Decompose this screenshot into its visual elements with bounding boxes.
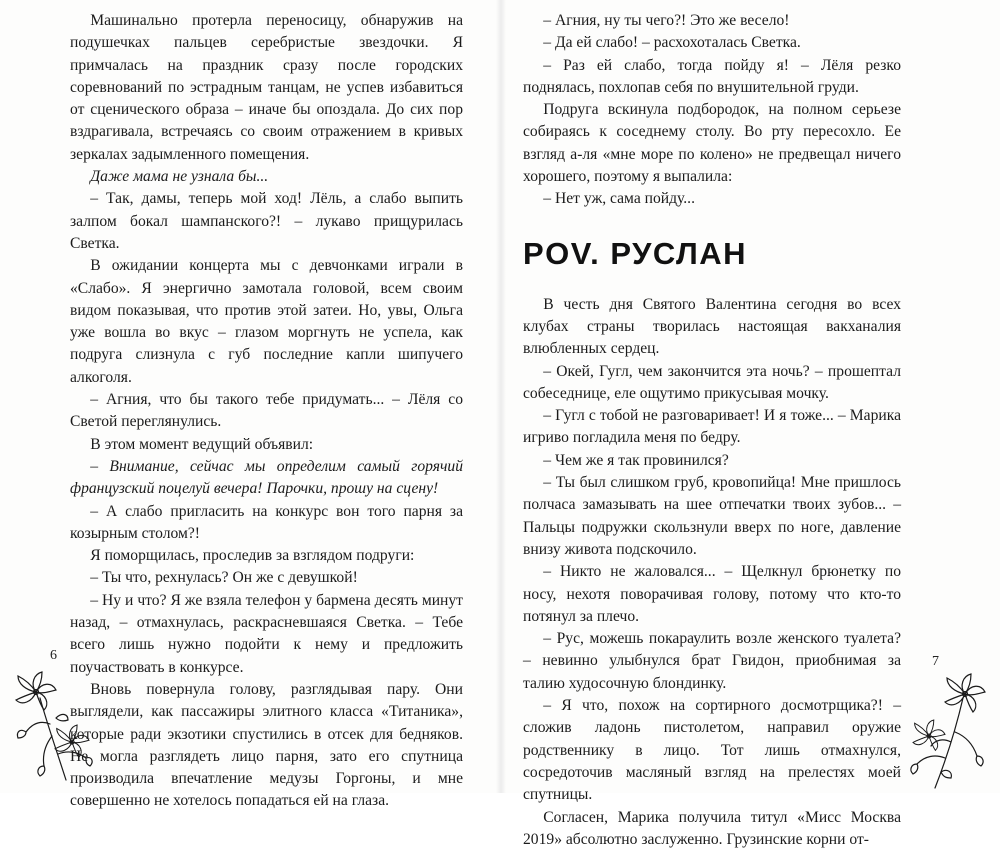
right-paragraph-3: – Раз ей слабо, тогда пойду я! – Лёля резко поднялась, похлопав себя по внушительной груди. [523,55,901,100]
right-paragraph-1: – Агния, ну ты чего?! Это же весело! [523,10,901,32]
left-paragraph-11: – Ну и что? Я же взяла телефон у бармена десять минут назад, – отмахнулась, раскрасневшаяся Светка. – Тебе всего лишь нужно подойти к нему и предложить поучаствовать в конкурсе. [70,590,463,679]
left-page [70,10,463,813]
right-paragraph-10: – Ты был слишком груб, кровопийца! Мне пришлось полчаса замазывать на шее отпечатки твоих зубов... – Пальцы подружки скользнули вверх по ноге, давление внизу живота подскочило. [523,472,901,561]
right-paragraph-12: – Рус, можешь покараулить возле женского туалета? – невинно улыбнулся брат Гвидон, приобнимая за талию худосочную блондинку. [523,628,901,695]
left-paragraph-10: – Ты что, рехнулась? Он же с девушкой! [70,567,463,589]
left-paragraph-5: – Агния, что бы такого тебе придумать... – Лёля со Светой переглянулись. [70,389,463,434]
left-paragraph-4: В ожидании концерта мы с девчонками играли в «Слабо». Я энергично замотала головой, всем своим видом показывая, что против этой затеи. Но, увы, Ольга уже вошла во вкус – глазом моргнуть не успела, как подруга слизнула с губ последние капли шипучего алкоголя. [70,255,463,389]
left-paragraph-6: В этом момент ведущий объявил: [70,434,463,456]
book-gutter [496,0,506,793]
flower-ornament-left-icon [6,658,94,788]
right-paragraph-13: – Я что, похож на сортирного досмотрщика?! – сложив ладонь пистолетом, направил оружие родственнику в лицо. Тот лишь отмахнулся, сосредоточив масляный взгляд на прелестях моей спутницы. [523,695,901,806]
right-paragraph-14: Согласен, Марика получила титул «Мисс Москва 2019» абсолютно заслуженно. Грузинские корни от- [523,807,901,851]
right-paragraph-9: – Чем же я так провинился? [523,450,901,472]
right-page [523,10,901,851]
left-paragraph-8: – А слабо пригласить на конкурс вон того парня за козырным столом?! [70,501,463,546]
right-paragraph-8: – Гугл с тобой не разговаривает! И я тоже... – Марика игриво погладила меня по бедру. [523,405,901,450]
left-paragraph-1: Машинально протерла переносицу, обнаружив на подушечках пальцев серебристые звездочки. Я примчалась на праздник сразу после городских соревнований по эстрадным танцам, не успев избавиться от сценического образа – иначе бы опоздала. До сих пор вздрагивала, встречаясь со своим отражением в кривых зеркалах задымленного помещения. [70,10,463,166]
right-paragraph-4: Подруга вскинула подбородок, на полном серьезе собираясь к соседнему столу. Во рту пересохло. Ее взгляд а-ля «мне море по колено» не предвещал ничего хорошего, поэтому я выпалила: [523,99,901,188]
page-number-left: 6 [50,648,57,664]
right-paragraph-6: В честь дня Святого Валентина сегодня во всех клубах страны творилась настоящая вакханалия влюбленных сердец. [523,294,901,361]
chapter-heading: POV. РУСЛАН [523,211,901,294]
left-paragraph-9: Я поморщилась, проследив за взглядом подруги: [70,545,463,567]
left-paragraph-7: – Внимание, сейчас мы определим самый горячий французский поцелуй вечера! Парочки, прошу на сцену! [70,456,463,501]
left-paragraph-3: – Так, дамы, теперь мой ход! Лёль, а слабо выпить залпом бокал шампанского?! – лукаво прищурилась Светка. [70,188,463,255]
right-paragraph-11: – Никто не жаловался... – Щелкнул брюнетку по носу, нехотя поворачивая голову, потому что кто-то потянул за плечо. [523,561,901,628]
left-paragraph-2: Даже мама не узнала бы... [70,166,463,188]
right-paragraph-7: – Окей, Гугл, чем закончится эта ночь? – прошептал собеседнице, еле ощутимо прикусывая мочку. [523,361,901,406]
left-paragraph-12: Вновь повернула голову, разглядывая пару. Они выглядели, как пассажиры элитного класса «Титаника», которые ради экзотики спустились в отсек для бедняков. Не могла разглядеть лицо парня, зато его спутница производила впечатление медузы Горгоны, и мне совершенно не хотелось попадаться ей на глаза. [70,679,463,813]
page-number-right: 7 [932,654,939,670]
flower-ornament-right-icon [905,668,995,793]
right-paragraph-5: – Нет уж, сама пойду... [523,188,901,210]
right-paragraph-2: – Да ей слабо! – расхохоталась Светка. [523,32,901,54]
